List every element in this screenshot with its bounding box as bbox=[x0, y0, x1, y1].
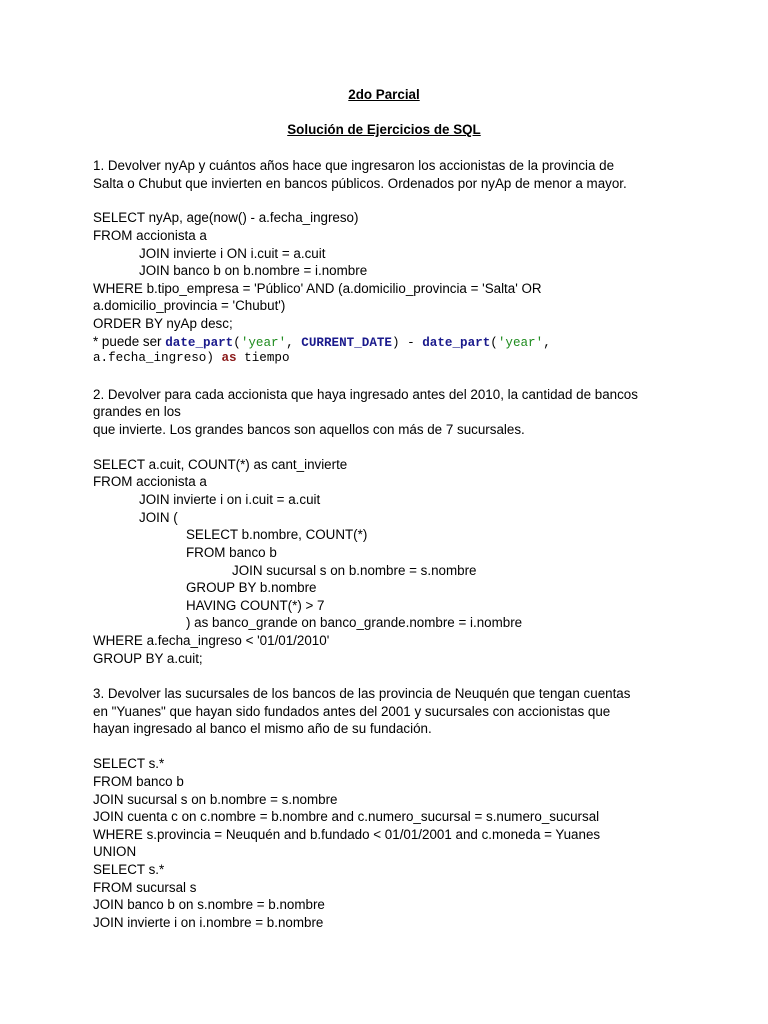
code-punct: ( bbox=[233, 336, 241, 350]
sql-line: JOIN invierte i on i.cuit = a.cuit bbox=[139, 492, 321, 507]
sql-line: FROM banco b bbox=[186, 545, 277, 560]
alternative-note-line-2 bbox=[93, 350, 290, 367]
code-punct: , bbox=[543, 336, 551, 350]
code-text: tiempo bbox=[236, 351, 290, 365]
exercise-2-statement: que invierte. Los grandes bancos son aquellos con más de 7 sucursales. bbox=[93, 422, 525, 437]
sql-line: FROM banco b bbox=[93, 774, 184, 789]
sql-line: JOIN invierte i ON i.cuit = a.cuit bbox=[139, 246, 326, 261]
document-subtitle: Solución de Ejercicios de SQL bbox=[287, 122, 481, 137]
sql-line: SELECT a.cuit, COUNT(*) as cant_invierte bbox=[93, 457, 348, 472]
note-prefix: * puede ser bbox=[93, 334, 166, 349]
code-text: a.fecha_ingreso) bbox=[93, 351, 222, 365]
string-literal: 'year' bbox=[240, 336, 287, 350]
code-punct: ) - bbox=[392, 336, 423, 350]
sql-line: GROUP BY b.nombre bbox=[186, 580, 317, 595]
exercise-3-statement: 3. Devolver las sucursales de los bancos de las provincia de Neuquén que tengan cuentas bbox=[93, 686, 631, 701]
note-code bbox=[165, 336, 551, 350]
function-name: date_part bbox=[165, 336, 234, 350]
sql-line: SELECT s.* bbox=[93, 862, 165, 877]
sql-line: JOIN invierte i on i.nombre = b.nombre bbox=[93, 915, 324, 930]
sql-line: JOIN ( bbox=[139, 510, 178, 525]
sql-line: UNION bbox=[93, 844, 137, 859]
sql-line: a.domicilio_provincia = 'Chubut') bbox=[93, 298, 286, 313]
sql-line: SELECT b.nombre, COUNT(*) bbox=[186, 527, 368, 542]
sql-line: JOIN banco b on b.nombre = i.nombre bbox=[139, 263, 368, 278]
exercise-1-statement: Salta o Chubut que invierten en bancos públicos. Ordenados por nyAp de menor a mayor. bbox=[93, 176, 627, 191]
sql-line: JOIN sucursal s on b.nombre = s.nombre bbox=[93, 792, 338, 807]
exercise-2-statement: grandes en los bbox=[93, 404, 181, 419]
keyword: as bbox=[221, 351, 237, 365]
constant-name: CURRENT_DATE bbox=[301, 336, 392, 350]
sql-line: JOIN banco b on s.nombre = b.nombre bbox=[93, 897, 325, 912]
sql-line: WHERE a.fecha_ingreso < '01/01/2010' bbox=[93, 633, 330, 648]
exercise-3-statement: en "Yuanes" que hayan sido fundados antes del 2001 y sucursales con accionistas que bbox=[93, 704, 611, 719]
code-punct: , bbox=[286, 336, 302, 350]
exercise-1-statement: 1. Devolver nyAp y cuántos años hace que ingresaron los accionistas de la provincia de bbox=[93, 158, 615, 173]
sql-line: JOIN sucursal s on b.nombre = s.nombre bbox=[232, 563, 477, 578]
sql-line: FROM accionista a bbox=[93, 228, 207, 243]
sql-line: JOIN cuenta c on c.nombre = b.nombre and c.numero_sucursal = s.numero_sucursal bbox=[93, 809, 600, 824]
sql-line: ) as banco_grande on banco_grande.nombre = i.nombre bbox=[186, 615, 523, 630]
sql-line: WHERE s.provincia = Neuquén and b.fundado < 01/01/2001 and c.moneda = Yuanes bbox=[93, 827, 601, 842]
exercise-3-statement: hayan ingresado al banco el mismo año de su fundación. bbox=[93, 721, 432, 736]
sql-line: SELECT s.* bbox=[93, 756, 165, 771]
string-literal: 'year' bbox=[497, 336, 544, 350]
sql-line: GROUP BY a.cuit; bbox=[93, 651, 203, 666]
code-punct: ( bbox=[490, 336, 498, 350]
sql-line: SELECT nyAp, age(now() - a.fecha_ingreso) bbox=[93, 210, 359, 225]
exercise-2-statement: 2. Devolver para cada accionista que haya ingresado antes del 2010, la cantidad de bancos bbox=[93, 387, 638, 402]
sql-line: WHERE b.tipo_empresa = 'Público' AND (a.domicilio_provincia = 'Salta' OR bbox=[93, 281, 542, 296]
sql-line: FROM sucursal s bbox=[93, 880, 197, 895]
sql-line: ORDER BY nyAp desc; bbox=[93, 316, 233, 331]
document-title: 2do Parcial bbox=[348, 87, 420, 102]
sql-line: HAVING COUNT(*) > 7 bbox=[186, 598, 325, 613]
function-name: date_part bbox=[422, 336, 491, 350]
sql-line: FROM accionista a bbox=[93, 474, 207, 489]
